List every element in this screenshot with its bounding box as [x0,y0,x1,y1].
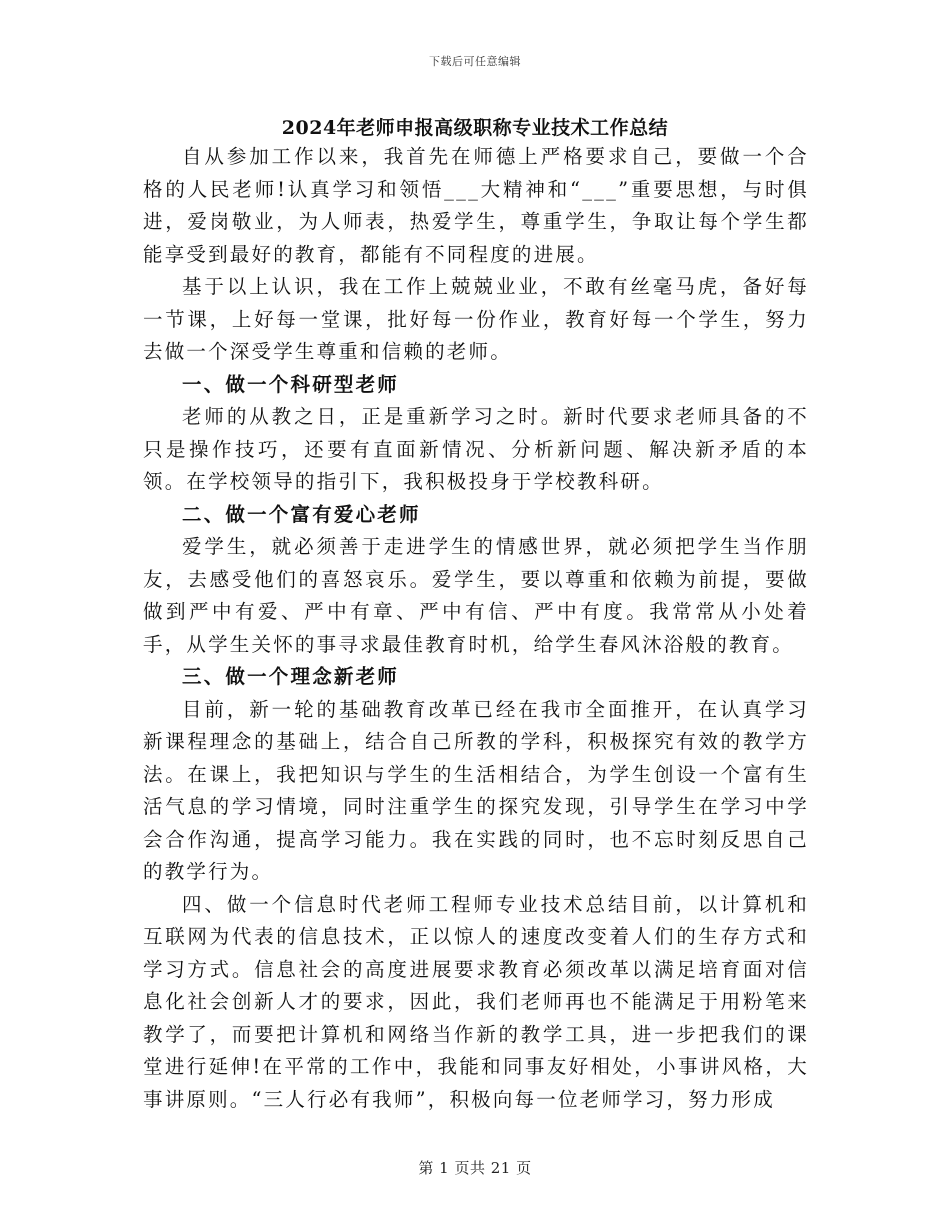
paragraph-new-ideas: 目前，新一轮的基础教育改革已经在我市全面推开，在认真学习新课程理念的基础上，结合自己所教的学科，积极探究有效的教学方法。在课上，我把知识与学生的生活相结合，为学生创设一个富有生活气息的学习情境，同时注重学生的探究发现，引导学生在学习中学会合作沟通，提高学习能力。我在实践的同时，也不忘时刻反思自己的教学行为。 [143,697,809,883]
paragraph-understanding: 基于以上认识，我在工作上兢兢业业，不敢有丝毫马虎，备好每一节课，上好每一堂课，批好每一份作业，教育好每一个学生，努力去做一个深受学生尊重和信赖的老师。 [143,275,809,363]
document-body [143,141,809,1116]
paragraph-intro: 自从参加工作以来，我首先在师德上严格要求自己，要做一个合格的人民老师!认真学习和领悟___大精神和“___”重要思想，与时俱进，爱岗敬业，为人师表，热爱学生，尊重学生，争取让每个学生都能享受到最好的教育，都能有不同程度的进展。 [143,145,809,266]
page-header-note: 下载后可任意编辑 [429,55,521,68]
section-heading-caring: 二、做一个富有爱心老师 [182,502,421,526]
section-heading-research: 一、做一个科研型老师 [182,372,400,396]
section-heading-new-ideas: 三、做一个理念新老师 [182,665,400,688]
document-title: 2024年老师申报高级职称专业技术工作总结 [281,117,669,139]
page-number-indicator: 第 1 页共 21 页 [418,1159,532,1177]
paragraph-information-age: 四、做一个信息时代老师工程师专业技术总结目前，以计算机和互联网为代表的信息技术，正以惊人的速度改变着人们的生存方式和学习方式。信息社会的高度进展要求教育必须改革以满足培育面对信息化社会创新人才的要求，因此，我们老师再也不能满足于用粉笔来教学了，而要把计算机和网络当作新的教学工具，进一步把我们的课堂进行延伸!在平常的工作中，我能和同事友好相处，小事讲风格，大事讲原则。“三人行必有我师”，积极向每一位老师学习，努力形成 [143,892,809,1111]
paragraph-caring: 爱学生，就必须善于走进学生的情感世界，就必须把学生当作朋友，去感受他们的喜怒哀乐。爱学生，要以尊重和依赖为前提，要做做到严中有爱、严中有章、严中有信、严中有度。我常常从小处着手，从学生关怀的事寻求最佳教育时机，给学生春风沐浴般的教育。 [143,535,809,656]
paragraph-research: 老师的从教之日，正是重新学习之时。新时代要求老师具备的不只是操作技巧，还要有直面新情况、分析新问题、解决新矛盾的本领。在学校领导的指引下，我积极投身于学校教科研。 [143,405,809,493]
